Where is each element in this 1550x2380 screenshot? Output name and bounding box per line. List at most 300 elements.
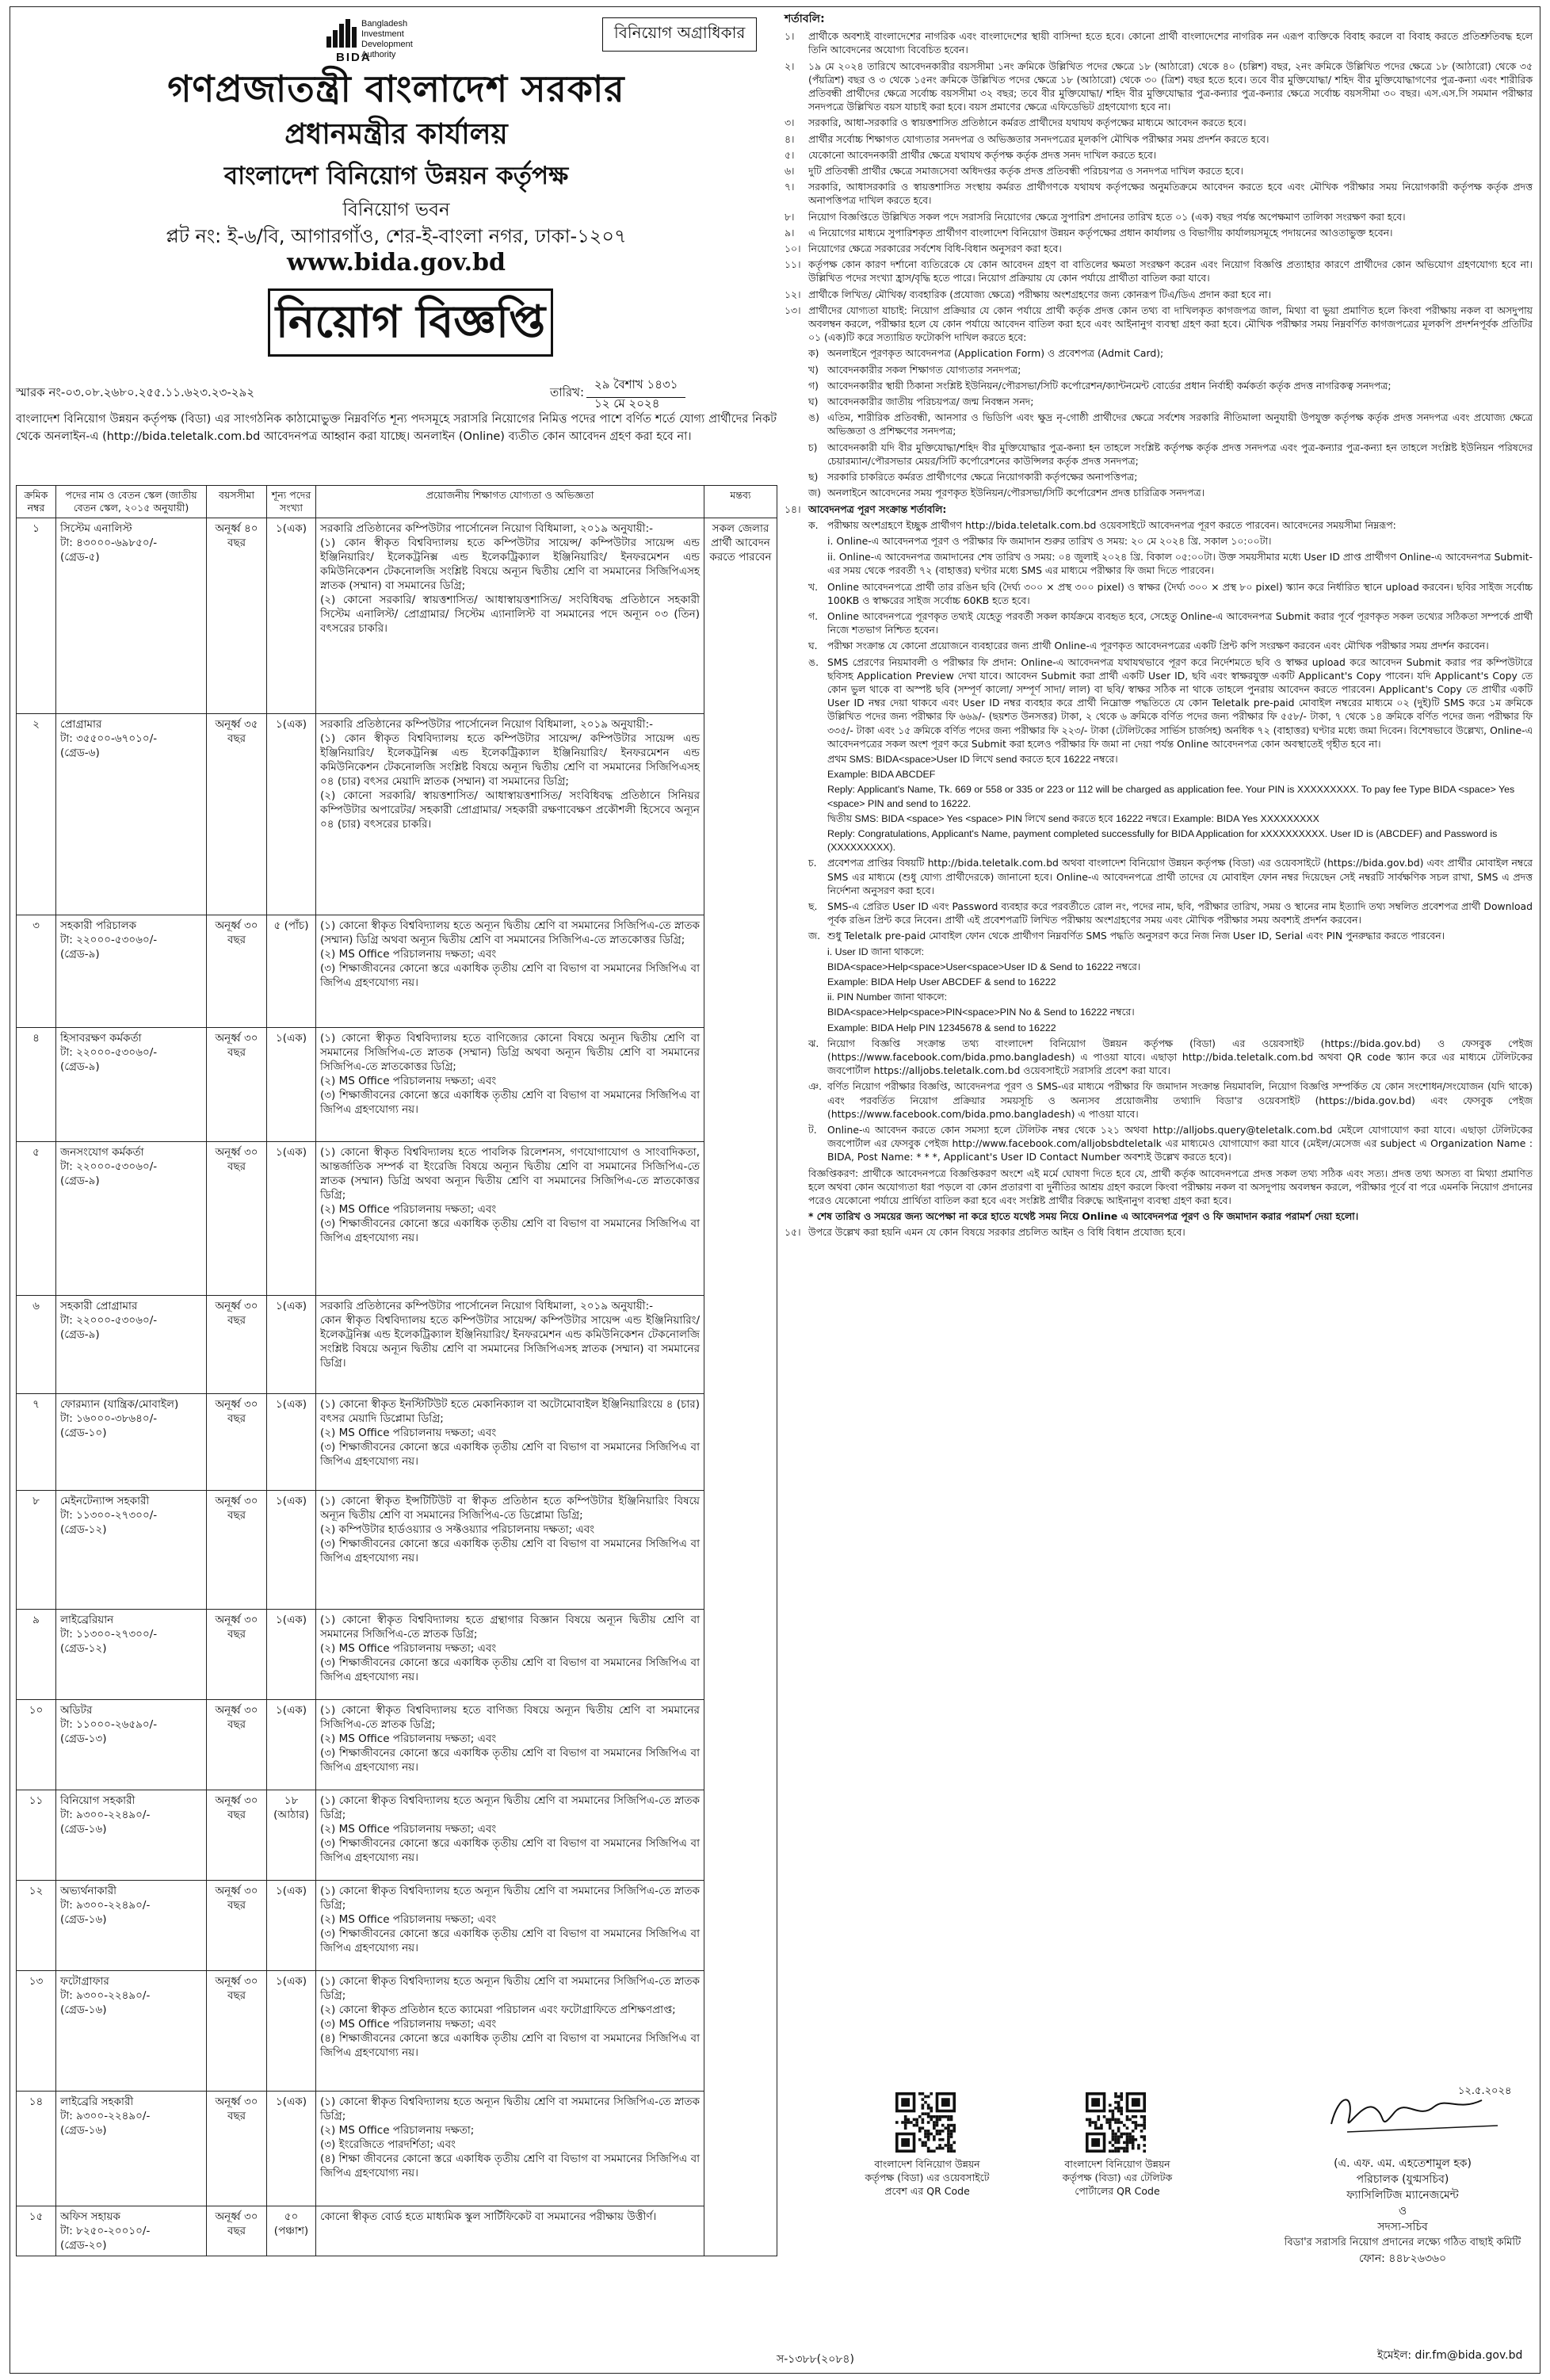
- item-text: নিয়োগের ক্ষেত্রে সরকারের সর্বশেষ বিধি-বিধান অনুসরণ করা হবে।: [808, 243, 1062, 255]
- cell-sl: [17, 1881, 56, 1971]
- intro-text: বাংলাদেশ বিনিয়োগ উন্নয়ন কর্তৃপক্ষ (বিডা) এর সাংগঠনিক কাঠামোভুক্ত নিম্নবর্ণিত শূন্য পদসমূহে সরাসরি নিয়োগের নিমিত্ত পদের পাশে বর্ণিত শর্তে যোগ্য প্রার্থীদের নিকট থেকে অনলাইন-এ (http://bida.teletalk.com.bd আবেদনপত্র আহ্বান করা যাচ্ছে। অনলাইন (Online) ব্যতীত কোন আবেদন গ্রহণ করা হবে না।: [16, 413, 777, 443]
- conditions-list: [785, 29, 1533, 344]
- age-limit: অনূর্ধ্ব ৩০ বছর: [215, 1398, 258, 1425]
- item-text: প্রার্থীর সর্বোচ্চ শিক্ষাগত যোগ্যতার সনদপত্র ও অভিজ্ঞতার সনদপত্রের মূলকপি মৌখিক পরীক্ষার সময় প্রদর্শন করতে হবে।: [808, 132, 1269, 145]
- signer-name: (এ. এফ. এম. এহতেশামুল হক): [1334, 2157, 1472, 2170]
- item-number: খ): [808, 363, 819, 376]
- cell-post: [56, 1971, 207, 2092]
- serial-number: ২: [32, 718, 40, 731]
- signer-email[interactable]: ইমেইল: dir.fm@bida.gov.bd: [1377, 2349, 1523, 2362]
- item-text: অনলাইনে আবেদনের সময় পূরণকৃত ইউনিয়ন/পৌরসভা/সিটি কর্পোরেশন প্রদত্ত চারিত্রিক সনদপত্র।: [827, 487, 1205, 499]
- pay-scale: টা: ৮২৫০-২০০১০/-: [60, 2225, 151, 2237]
- cell-post: [56, 518, 207, 714]
- signer-and: ও: [1398, 2205, 1407, 2218]
- table-row: [17, 1142, 777, 1296]
- item-number: জ.: [808, 930, 821, 942]
- signer-title: পরিচালক (যুগ্মসচিব): [1356, 2173, 1449, 2186]
- item-text: প্রার্থীকে অবশ্যই বাংলাদেশের নাগরিক এবং বাংলাদেশের স্থায়ী বাসিন্দা হতে হবে। কোনো প্রার্থী বাংলাদেশের নাগরিক নন এরূপ ব্যক্তিকে বিবাহ করলে বা বিবাহ করতে প্রতিশ্রুতিবদ্ধ হলে তিনি আবেদনের অযোগ্য বিবেচিত হবেন।: [808, 30, 1533, 56]
- condition-number: ১৫।: [785, 1226, 801, 1239]
- cell-post: [56, 1790, 207, 1881]
- qualification-line: (৩) শিক্ষাজীবনের কোনো স্তরে একাধিক তৃতীয় শ্রেণি বা বিভাগ বা সমমানের সিজিপিএ বা জিপিএ গ্রহণযোগ্য নয়।: [320, 1656, 700, 1683]
- table-row: [17, 1028, 777, 1142]
- item-text: শুধু Teletalk pre-paid মোবাইল ফোন থেকে প্রার্থীগণ নিম্নবর্ণিত SMS পদ্ধতি অনুসরণ করে নিজ নিজ User ID, Serial এবং PIN পুনরুদ্ধার করতে পারবেন।: [827, 930, 1445, 942]
- sms2-reply: Reply: Congratulations, Applicant's Name, payment completed successfully for BIDA Application for xXXXXXXXXX. User ID is (ABCDEF) and Password is (XXXXXXXXX).: [827, 827, 1498, 854]
- post-count: ১(এক): [275, 1032, 307, 1045]
- cell-post: [56, 2092, 207, 2206]
- serial-number: ৮: [32, 1495, 40, 1507]
- cell-age: [207, 2092, 267, 2206]
- qualification-line: (১) কোন স্বীকৃত বিশ্ববিদ্যালয় হতে কম্পিউটার সায়েন্স/ কম্পিউটার সায়েন্স এন্ড ইঞ্জিনিয়ারিং/ ইলেকট্রনিক্স এন্ড ইলেকট্রিক্যাল ইঞ্জিনিয়ারিং/ ইনফরমেশন এন্ড কমিউনিকেশন টেকনোলজি সংশ্লিষ্ট বিষয়ে অন্যূন দ্বিতীয় শ্রেণি বা সমমানের সিজিপিএসহ স্নাতক (সম্মান) বা সমমানের ডিগ্রি;: [320, 537, 700, 592]
- cell-post: [56, 1881, 207, 1971]
- qualification-line: (১) কোনো স্বীকৃত বিশ্ববিদ্যালয় হতে গ্রন্থাগার বিজ্ঞান বিষয়ে অন্যূন দ্বিতীয় শ্রেণি বা সমমানের সিজিপিএ-তে স্নাতক ডিগ্রি;: [320, 1614, 700, 1641]
- cell-age: [207, 518, 267, 714]
- cell-age: [207, 2206, 267, 2256]
- website-link[interactable]: www.bida.gov.bd: [287, 249, 506, 277]
- qualification-line: (১) কোনো স্বীকৃত বিশ্ববিদ্যালয় হতে অন্যূন দ্বিতীয় শ্রেণি বা সমমানের সিজিপিএ-তে স্নাতক (সম্মান) ডিগ্রি অথবা অন্যূন দ্বিতীয় শ্রেণি বা সমমানের সিজিপিএ-তে স্নাতকোত্তর ডিগ্রি;: [320, 919, 700, 946]
- cell-count: [267, 1790, 316, 1881]
- age-limit: অনূর্ধ্ব ৩০ বছর: [215, 1885, 258, 1912]
- item-number: ঝ.: [808, 1037, 819, 1049]
- table-row: [17, 1394, 777, 1491]
- col-count: শূন্য পদের সংখ্যা: [267, 486, 316, 518]
- serial-number: ১২: [29, 1885, 44, 1897]
- qualification-line: (২) MS Office পরিচালনায় দক্ষতা; এবং: [320, 1823, 497, 1836]
- item-text: নিয়োগ বিজ্ঞপ্তিতে উল্লিখিত সকল পদে সরাসরি নিয়োগের ক্ষেত্রে সুপারিশ প্রদানের তারিখ হতে ০১ (এক) বছর পর্যন্ত অপেক্ষমাণ তালিকা সংরক্ষণ করা হবে।: [808, 210, 1406, 223]
- recover-line: i. User ID জানা থাকলে:: [827, 946, 925, 957]
- post-count: ১(এক): [275, 1300, 307, 1312]
- item-number: ক.: [808, 518, 819, 531]
- grade: (গ্রেড-১২): [60, 1523, 107, 1536]
- grade: (গ্রেড-৫): [60, 551, 100, 563]
- authority-title: বাংলাদেশ বিনিয়োগ উন্নয়ন কর্তৃপক্ষ: [223, 162, 569, 190]
- serial-number: ১১: [29, 1794, 44, 1807]
- condition-item: [785, 148, 1533, 162]
- item-number: ঙ): [808, 411, 819, 424]
- qualification-line: কোন স্বীকৃত বিশ্ববিদ্যালয় হতে কম্পিউটার সায়েন্স/ কম্পিউটার সায়েন্স এন্ড ইঞ্জিনিয়ারিং/ ইলেকট্রনিক্স এন্ড ইলেকট্রিক্যাল ইঞ্জিনিয়ারিং/ ইনফরমেশন এন্ড কমিউনিকেশন টেকনোলজি সংশ্লিষ্ট বিষয়ে অন্যূন দ্বিতীয় শ্রেণি বা সমমানের সিজিপিএসহ স্নাতক (সম্মান) বা সমমানের ডিগ্রি।: [320, 1314, 700, 1370]
- item-text: সরকারি, আধা-সরকারি ও স্বায়ত্তশাসিত প্রতিষ্ঠানে কর্মরত প্রার্থীদের যথাযথ কর্তৃপক্ষের মাধ্যমে আবেদন করতে হবে।: [808, 117, 1246, 129]
- table-row: [17, 518, 777, 714]
- age-limit: অনূর্ধ্ব ৩০ বছর: [215, 1614, 258, 1641]
- item-number: জ): [808, 487, 821, 499]
- item-text: প্রার্থীদের যোগ্যতা যাচাই: নিয়োগ প্রক্রিয়ার যে কোন পর্যায়ে প্রার্থী কর্তৃক প্রদত্ত কোন তথ্য বা দাখিলকৃত কাগজপত্র জাল, মিথ্যা বা ভুয়া প্রমাণিত হলে কিংবা পরীক্ষায় নকল বা অসদুপায় অবলম্বন করলে, পরীক্ষার হলে যে কোন পর্যায়ে আবেদন বাতিল করা হবে এবং আইনানুগ ব্যবস্থা গ্রহণ করা হবে। মৌখিক পরীক্ষার সময় নিম্নবর্ণিত কাগজপত্রের মূলকপি প্রদর্শনপূর্বক প্রতিটির ০১ (এক)টি করে সত্যায়িত ফটোকপি দাখিল করতে হবে:: [808, 304, 1533, 344]
- recover-line: Example: BIDA Help User ABCDEF & send to 16222: [827, 976, 1056, 988]
- grade: (গ্রেড-১৬): [60, 1913, 107, 1926]
- pay-scale: টা: ৩৫৫০০-৬৭০১০/-: [60, 732, 158, 745]
- memo-number: স্মারক নং-০৩.০৮.২৬৮০.২৫৫.১১.৬২৩.২৩-২৯২: [16, 385, 254, 399]
- pay-scale: টা: ২২০০০-৫৩০৬০/-: [60, 1046, 158, 1059]
- pay-scale: টা: ৯৩০০-২২৪৯০/-: [60, 1989, 151, 2002]
- item-number: ১৩।: [785, 304, 801, 316]
- cell-count: [267, 1491, 316, 1610]
- apply-rules-list-2: [785, 856, 1533, 942]
- cell-count: [267, 1296, 316, 1394]
- gov-title: গণপ্রজাতন্ত্রী বাংলাদেশ সরকার: [167, 67, 625, 110]
- age-limit: অনূর্ধ্ব ৩৫ বছর: [215, 718, 258, 745]
- age-limit: অনূর্ধ্ব ৩০ বছর: [215, 2095, 258, 2122]
- cell-age: [207, 1394, 267, 1491]
- sub-item: [808, 363, 1533, 376]
- item-text: দুটি প্রতিবন্ধী প্রার্থীর ক্ষেত্রে সমাজসেবা অধিদপ্তর কর্তৃক প্রদত্ত প্রতিবন্ধী পরিচয়পত্র ও সনদপত্র দাখিল করতে হবে।: [808, 165, 1243, 178]
- cell-count: [267, 1028, 316, 1142]
- cell-age: [207, 1790, 267, 1881]
- qualification-line: (৩) MS Office পরিচালনায় দক্ষতা; এবং: [320, 2018, 497, 2030]
- cell-age: [207, 1881, 267, 1971]
- cell-age: [207, 1296, 267, 1394]
- serial-number: ৫: [32, 1146, 40, 1159]
- conditions-column: [785, 11, 1533, 1242]
- pay-scale: টা: ২২০০০-৫৩০৬০/-: [60, 934, 158, 946]
- qualification-line: সরকারি প্রতিষ্ঠানের কম্পিউটার পার্সোনেল নিয়োগ বিধিমালা, ২০১৯ অনুযায়ী:-: [320, 522, 654, 535]
- cell-post: [56, 1700, 207, 1790]
- pmo-title: প্রধানমন্ত্রীর কার্যালয়: [284, 118, 508, 151]
- memo-date-label: তারিখ:: [550, 385, 585, 399]
- item-text: সরকারি চাকরিতে কর্মরত প্রার্থীগণের ক্ষেত্রে নিয়োগকারী কর্তৃপক্ষের অনাপত্তিপত্র;: [827, 471, 1138, 483]
- condition-item: [785, 226, 1533, 239]
- agency-tag: বিনিয়োগ অগ্রাধিকার: [602, 17, 757, 52]
- cell-sl: [17, 1491, 56, 1610]
- qualification-line: (১) কোনো স্বীকৃত বিশ্ববিদ্যালয় হতে অন্যূন দ্বিতীয় শ্রেণি বা সমমানের সিজিপিএ-তে স্নাতক ডিগ্রি;: [320, 1794, 700, 1821]
- post-count: ১(এক): [275, 522, 307, 535]
- grade: (গ্রেড-১৩): [60, 1732, 107, 1745]
- cell-count: [267, 714, 316, 915]
- item-number: গ): [808, 379, 819, 392]
- notice-title: নিয়োগ বিজ্ঞপ্তি: [268, 288, 553, 357]
- condition-item: [785, 304, 1533, 345]
- post-count: ১(এক): [275, 1495, 307, 1507]
- qualification-line: (২) MS Office পরিচালনায় দক্ষতা; এবং: [320, 1732, 497, 1745]
- grade: (গ্রেড-৯): [60, 1328, 100, 1341]
- qualification-line: (৩) শিক্ষাজীবনের কোনো স্তরে একাধিক তৃতীয় শ্রেণি বা বিভাগ বা সমমানের সিজিপিএ বা জিপিএ গ্রহণযোগ্য নয়।: [320, 962, 700, 989]
- cell-sl: [17, 1610, 56, 1700]
- item-number: খ.: [808, 580, 819, 593]
- table-row: [17, 1491, 777, 1610]
- table-row: [17, 2092, 777, 2206]
- sub-item: [808, 550, 1533, 577]
- memo-date-english: ১২ মে ২০২৪: [594, 396, 660, 411]
- pay-scale: টা: ১১০০০-২৬৫৯০/-: [60, 1718, 158, 1731]
- cell-remark: [704, 518, 777, 2256]
- post-count: ১(এক): [275, 1614, 307, 1626]
- recover-line: BIDA<space>Help<space>PIN<space>PIN No & Send to 16222 নম্বরে।: [827, 1007, 1135, 1018]
- qualification-line: (১) কোনো স্বীকৃত বিশ্ববিদ্যালয় হতে বাণিজ্যের কোনো বিষয়ে অন্যূন দ্বিতীয় শ্রেণি বা সমমানের সিজিপিএ-তে স্নাতক (সম্মান) ডিগ্রি অথবা অন্যূন দ্বিতীয় শ্রেণি বা সমমানের সিজিপিএ-তে স্নাতকোত্তর ডিগ্রি;: [320, 1032, 700, 1073]
- cell-sl: [17, 1700, 56, 1790]
- remark: সকল জেলার প্রার্থী আবেদন করতে পারবেন: [709, 522, 772, 563]
- cell-count: [267, 1700, 316, 1790]
- pay-scale: টা: ২২০০০-৫৩০৬০/-: [60, 1160, 158, 1173]
- sub-item: [808, 379, 1533, 392]
- condition-text: আবেদনপত্র পূরণ সংক্রান্ত শর্তাবলি:: [808, 502, 947, 515]
- cell-post: [56, 1491, 207, 1610]
- recover-line: Example: BIDA Help PIN 12345678 & send to 16222: [827, 1022, 1056, 1033]
- post-name: জনসংযোগ কর্মকর্তা: [60, 1146, 144, 1159]
- item-number: ঞ.: [808, 1080, 823, 1093]
- post-count: ১(এক): [275, 1885, 307, 1897]
- post-name: অডিটর: [60, 1704, 93, 1717]
- cell-quals: [316, 518, 704, 714]
- col-post: পদের নাম ও বেতন স্কেল (জাতীয় বেতন স্কেল, ২০১৫ অনুযায়ী): [56, 486, 207, 518]
- signer-committee: বিডা'র সরাসরি নিয়োগ প্রদানের লক্ষ্যে গঠিত বাছাই কমিটি: [1284, 2237, 1521, 2248]
- cell-count: [267, 915, 316, 1028]
- cell-quals: [316, 1790, 704, 1881]
- post-name: লাইব্রেরিয়ান: [60, 1614, 114, 1626]
- cell-post: [56, 1296, 207, 1394]
- sub-item: [808, 900, 1533, 926]
- qualification-line: (২) MS Office পরিচালনায় দক্ষতা; এবং: [320, 948, 497, 961]
- item-text: প্রবেশপত্র প্রাপ্তির বিষয়টি http://bida.teletalk.com.bd অথবা বাংলাদেশ বিনিয়োগ উন্নয়ন কর্তৃপক্ষ (বিডা) এর ওয়েবসাইটে (https://bida.gov.bd) এবং প্রার্থীর মোবাইল নম্বরে SMS এর মাধ্যমে (শুধু যোগ্য প্রার্থীদেরকে) জানানো হবে। Online-এ আবেদনপত্রে প্রার্থী তাদের যে মোবাইল ফোন নম্বর দিয়েছেন সেই নম্বরটি সার্বক্ষণিক সচল রাখা, SMS এ প্রদত্ত নির্দেশনা অনুসরণ করা হবে।: [827, 857, 1533, 896]
- table-row: [17, 1790, 777, 1881]
- sub-item: [808, 470, 1533, 483]
- pay-scale: টা: ৪৩০০০-৬৯৮৫০/-: [60, 537, 158, 549]
- sub-item: [808, 929, 1533, 942]
- post-count: ১৮ (আঠার): [273, 1794, 309, 1821]
- item-number: ঘ.: [808, 640, 818, 652]
- cell-quals: [316, 1610, 704, 1700]
- item-text: আবেদনকারীর সকল শিক্ষাগত যোগ্যতার সনদপত্র;: [827, 363, 1021, 376]
- post-count: ১(এক): [275, 1146, 307, 1159]
- grade: (গ্রেড-১৬): [60, 2004, 107, 2016]
- grade: (গ্রেড-৯): [60, 1175, 100, 1187]
- qualification-line: (৩) শিক্ষাজীবনের কোনো স্তরে একাধিক তৃতীয় শ্রেণি বা বিভাগ বা সমমানের সিজিপিএ বা জিপিএ গ্রহণযোগ্য নয়।: [320, 1217, 700, 1244]
- age-limit: অনূর্ধ্ব ৩০ বছর: [215, 1146, 258, 1173]
- age-limit: অনূর্ধ্ব ৩০ বছর: [215, 1704, 258, 1731]
- post-name: বিনিয়োগ সহকারী: [60, 1794, 136, 1807]
- cell-count: [267, 1971, 316, 2092]
- item-text: সরকারি, আধাসরকারি ও স্বায়ত্তশাসিত সংস্থায় কর্মরত প্রার্থীগণকে যথাযথ কর্তৃপক্ষের অনুমতিক্রমে আবেদন করতে হবে এবং মৌখিক পরীক্ষার সময় নিয়োগকারী কর্তৃপক্ষ কর্তৃক প্রদত্ত অনাপত্তিপত্র দাখিল করতে হবে।: [808, 181, 1533, 207]
- sub-item: [808, 346, 1533, 360]
- signature-date: ১২.৫.২০২৪: [1458, 2085, 1512, 2097]
- item-text: Online আবেদনপত্রে পূরণকৃত তথ্যই যেহেতু পরবর্তী সকল কার্যক্রমে ব্যবহৃত হবে, সেহেতু Online-এ আবেদনপত্র Submit করার পূর্বে পূরণকৃত সকল তথ্যের সঠিকতা সম্পর্কে প্রার্থী নিজে শতভাগ নিশ্চিত হবেন।: [827, 609, 1533, 636]
- item-number: ৯।: [785, 226, 795, 239]
- logo-text: [361, 19, 444, 60]
- building-name: বিনিয়োগ ভবন: [342, 200, 450, 220]
- item-text: ii. Online-এ আবেদনপত্র জমাদানের শেষ তারিখ ও সময়: ০৪ জুলাই ২০২৪ খ্রি. বিকাল ০৫:০০টা। উক্ত সময়সীমার মধ্যে User ID প্রাপ্ত প্রার্থীগণ Online-এ আবেদনপত্র Submit-এর সময় থেকে পরবর্তী ৭২ (বাহাত্তর) ঘণ্টার মধ্যে SMS এর মাধ্যমে পরীক্ষার ফি জমা দিতে পারবেন।: [827, 551, 1533, 577]
- table-row: [17, 915, 777, 1028]
- qualification-line: সরকারি প্রতিষ্ঠানের কম্পিউটার পার্সোনেল নিয়োগ বিধিমালা, ২০১৯ অনুযায়ী:-: [320, 1300, 654, 1312]
- serial-number: ১৫: [29, 2210, 44, 2223]
- age-limit: অনূর্ধ্ব ৩০ বছর: [215, 1495, 258, 1522]
- serial-number: ১: [32, 522, 40, 535]
- cell-age: [207, 1610, 267, 1700]
- cell-quals: [316, 714, 704, 915]
- qualification-line: (১) কোনো স্বীকৃত ইন্সটিটিউট বা স্বীকৃত প্রতিষ্ঠান হতে কম্পিউটার ইঞ্জিনিয়ারিং বিষয়ে অন্যূন দ্বিতীয় শ্রেণি বা সমমানের সিজিপিএ-তে ডিপ্লোমা ডিগ্রি;: [320, 1495, 700, 1522]
- sub-item: [808, 1079, 1533, 1121]
- recover-line: ii. PIN Number জানা থাকলে:: [827, 991, 948, 1003]
- bida-logo: [325, 16, 444, 67]
- item-number: ঙ.: [808, 655, 819, 668]
- posts-table-body: [17, 518, 777, 2256]
- cell-sl: [17, 1394, 56, 1491]
- cell-quals: [316, 1028, 704, 1142]
- qr-caption-1: [856, 2157, 998, 2198]
- post-count: ১(এক): [275, 2095, 307, 2108]
- cell-post: [56, 1394, 207, 1491]
- memo-date-bengali: ২৯ বৈশাখ ১৪৩১: [586, 376, 685, 398]
- logo-abbr: BIDA: [336, 51, 372, 64]
- grade: (গ্রেড-১০): [60, 1427, 107, 1439]
- item-number: ১।: [785, 30, 795, 43]
- cell-quals: [316, 1394, 704, 1491]
- item-number: [808, 550, 827, 577]
- qualification-line: (৩) শিক্ষাজীবনের কোনো স্তরে একাধিক তৃতীয় শ্রেণি বা বিভাগ বা সমমানের সিজিপিএ বা জিপিএ গ্রহণযোগ্য নয়।: [320, 1538, 700, 1564]
- sub-item: [808, 856, 1533, 897]
- item-text: SMS-এ প্রেরিত User ID এবং Password ব্যবহার করে পরবর্তীতে রোল নং, পদের নাম, ছবি, পরীক্ষার তারিখ, সময় ও স্থানের নাম ইত্যাদি তথ্য সম্বলিত প্রবেশপত্র প্রার্থী Download পূর্বক রঙিন প্রিন্ট করে নিবেন। প্রার্থী এই প্রবেশপত্রটি লিখিত পরীক্ষায় অংশগ্রহণের সময় এবং মৌখিক পরীক্ষার সময় অবশ্যই প্রদর্শন করবেন।: [827, 900, 1533, 926]
- cell-sl: [17, 2092, 56, 2206]
- post-name: সিস্টেম এনালিস্ট: [60, 522, 132, 535]
- qr-caption-line: কর্তৃপক্ষ (বিডা) এর ওয়েবসাইটে: [865, 2172, 990, 2183]
- item-number: ১১।: [785, 258, 801, 271]
- serial-number: ৩: [32, 919, 40, 932]
- conditions-title: শর্তাবলি:: [785, 13, 825, 25]
- qualification-line: (১) কোনো স্বীকৃত বিশ্ববিদ্যালয় হতে অন্যূন দ্বিতীয় শ্রেণি বা সমমানের সিজিপিএ-তে স্নাতক ডিগ্রি;: [320, 1885, 700, 1912]
- qualification-line: (৪) শিক্ষা জীবনের কোনো স্তরে একাধিক তৃতীয় শ্রেণি বা বিভাগ বা সমমানের সিজিপিএ বা জিপিএ গ্রহণযোগ্য নয়।: [320, 2153, 700, 2179]
- apply-rules-list: [785, 518, 1533, 751]
- item-number: ৩।: [785, 117, 795, 129]
- posts-table: [16, 485, 777, 2256]
- post-name: ফোরম্যান (যান্ত্রিক/মোবাইল): [60, 1398, 179, 1411]
- qualification-line: সরকারি প্রতিষ্ঠানের কম্পিউটার পার্সোনেল নিয়োগ বিধিমালা, ২০১৯ অনুযায়ী:-: [320, 718, 654, 731]
- post-count: ১(এক): [275, 1704, 307, 1717]
- pay-scale: টা: ৯৩০০-২২৪৯০/-: [60, 2110, 151, 2122]
- cell-sl: [17, 915, 56, 1028]
- qualification-line: (২) কোনো স্বীকৃত প্রতিষ্ঠান হতে ক্যামেরা পরিচালন এবং ফটোগ্রাফিতে প্রশিক্ষণপ্রাপ্ত;: [320, 2004, 676, 2016]
- recover-line: BIDA<space>Help<space>User<space>User ID & Send to 16222 নম্বরে।: [827, 961, 1141, 972]
- sub-item: [808, 609, 1533, 636]
- signature-icon: [1300, 2076, 1537, 2148]
- pay-scale: টা: ১৬০০০-৩৮৬৪০/-: [60, 1412, 158, 1425]
- sms2-label: দ্বিতীয় SMS: BIDA <space> Yes <space> PIN লিখে send করতে হবে 16222 নম্বরে। Example: BIDA Yes XXXXXXXXX: [827, 812, 1319, 824]
- cell-post: [56, 1142, 207, 1296]
- post-count: ১(এক): [275, 718, 307, 731]
- condition-item: [785, 180, 1533, 207]
- post-name: হিসাবরক্ষণ কর্মকর্তা: [60, 1032, 142, 1045]
- condition-text: উপরে উল্লেখ করা হয়নি এমন যে কোন বিষয়ে সরকার প্রচলিত আইন ও বিধি বিধান প্রযোজ্য হবে।: [808, 1226, 1185, 1239]
- qualification-line: (৩) শিক্ষাজীবনের কোনো স্তরে একাধিক তৃতীয় শ্রেণি বা বিভাগ বা সমমানের সিজিপিএ বা জিপিএ গ্রহণযোগ্য নয়।: [320, 1837, 700, 1864]
- cell-age: [207, 1142, 267, 1296]
- cell-quals: [316, 1881, 704, 1971]
- age-limit: অনূর্ধ্ব ৩০ বছর: [215, 1032, 258, 1059]
- table-row: [17, 1296, 777, 1394]
- grade: (গ্রেড-২০): [60, 2239, 107, 2252]
- sub-item: [808, 395, 1533, 408]
- condition-item: [785, 258, 1533, 285]
- item-text: আবেদনকারীর স্থায়ী ঠিকানা সংশ্লিষ্ট ইউনিয়ন/পৌরসভা/সিটি কর্পোরেশন/ক্যান্টনমেন্ট বোর্ডের প্রধান নির্বাহী কর্মকর্তা কর্তৃক প্রদত্ত নাগরিকত্ব সনদপত্র;: [827, 379, 1392, 392]
- item-text: Online আবেদনপত্রে প্রার্থী তার রঙিন ছবি (দৈর্ঘ্য ৩০০ × প্রস্থ ৩০০ pixel) ও স্বাক্ষর (দৈর্ঘ্য ৩০০ × প্রস্থ ৮০ pixel) স্ক্যান করে নির্ধারিত স্থানে upload করবেন। ছবির সাইজ সর্বোচ্চ 100KB ও স্বাক্ষরের সাইজ সর্বোচ্চ 60KB হতে হবে।: [827, 580, 1533, 606]
- cell-age: [207, 1700, 267, 1790]
- cell-sl: [17, 1971, 56, 2092]
- signer-phone: ফোন: ৪৪৮২৬৩৬০: [1358, 2252, 1447, 2265]
- cell-quals: [316, 1296, 704, 1394]
- item-text: প্রার্থীকে লিখিত/ মৌখিক/ ব্যবহারিক (প্রযোজ্য ক্ষেত্রে) পরীক্ষায় অংশগ্রহণের জন্য কোনরূপ টিএ/ডিএ প্রদান করা হবে না।: [808, 288, 1272, 300]
- qualification-line: (৩) শিক্ষাজীবনের কোনো স্তরে একাধিক তৃতীয় শ্রেণি বা বিভাগ বা সমমানের সিজিপিএ বা জিপিএ গ্রহণযোগ্য নয়।: [320, 1441, 700, 1468]
- recover-list: [785, 946, 1533, 1035]
- address: প্লট নং: ই-৬/বি, আগারগাঁও, শের-ই-বাংলা নগর, ঢাকা-১২০৭: [166, 225, 627, 247]
- item-number: চ): [808, 441, 818, 453]
- item-text: যেকোনো আবেদনকারী প্রার্থীর ক্ষেত্রে যথাযথ কর্তৃপক্ষ কর্তৃক প্রদত্ত সনদ দাখিল করতে হবে।: [808, 148, 1157, 161]
- qr-caption-2: [1046, 2157, 1189, 2198]
- qr-caption-line: বাংলাদেশ বিনিয়োগ উন্নয়ন: [874, 2158, 980, 2170]
- cell-quals: [316, 1700, 704, 1790]
- item-text: এ নিয়োগের মাধ্যমে সুপারিশকৃত প্রার্থীগণ বাংলাদেশ বিনিয়োগ উন্নয়ন কর্তৃপক্ষের প্রধান কার্যালয় ও বিভাগীয় কার্যালয়সমূহে পদায়নের আওতাভুক্ত হবেন।: [808, 226, 1393, 239]
- col-quals: প্রয়োজনীয় শিক্ষাগত যোগ্যতা ও অভিজ্ঞতা: [316, 486, 704, 518]
- cell-count: [267, 518, 316, 714]
- post-name: প্রোগ্রামার: [60, 718, 102, 731]
- post-name: সহকারী পরিচালক: [60, 919, 137, 932]
- cell-count: [267, 1394, 316, 1491]
- qualification-line: (২) MS Office পরিচালনায় দক্ষতা; এবং: [320, 1913, 497, 1926]
- qualification-line: (৩) ইংরেজিতে পারদর্শিতা; এবং: [320, 2138, 456, 2151]
- item-text: আবেদনকারীর জাতীয় পরিচয়পত্র/ জন্ম নিবন্ধন সনদ;: [827, 395, 1034, 408]
- cell-sl: [17, 1790, 56, 1881]
- qualification-line: (১) কোনো স্বীকৃত বিশ্ববিদ্যালয় হতে বাণিজ্য বিষয়ে অন্যূন দ্বিতীয় শ্রেণি বা সমমানের সিজিপিএ-তে স্নাতক ডিগ্রি;: [320, 1704, 700, 1731]
- post-name: মেইনটেন্যান্স সহকারী: [60, 1495, 150, 1507]
- sms1-reply: Reply: Applicant's Name, Tk. 669 or 558 or 335 or 223 or 112 will be charged as application fee. Your PIN is XXXXXXXXX. To pay fee Type BIDA <space> Yes <space> PIN and send to 16222.: [827, 784, 1515, 809]
- item-number: ৮।: [785, 210, 795, 223]
- item-number: ১০।: [785, 243, 801, 255]
- serial-number: ১৪: [29, 2095, 44, 2108]
- item-number: ছ): [808, 471, 819, 483]
- table-row: [17, 1700, 777, 1790]
- qualification-line: (৩) শিক্ষাজীবনের কোনো স্তরে একাধিক তৃতীয় শ্রেণি বা বিভাগ বা সমমানের সিজিপিএ বা জিপিএ গ্রহণযোগ্য নয়।: [320, 1927, 700, 1954]
- note-text: * শেষ তারিখ ও সময়ের জন্য অপেক্ষা না করে হাতে যথেষ্ট সময় নিয়ে Online এ আবেদনপত্র পূরণ ও ফি জমাদান করার পরামর্শ দেয়া হলো।: [808, 1210, 1359, 1223]
- col-age: বয়সসীমা: [207, 486, 267, 518]
- cell-quals: [316, 1971, 704, 2092]
- cell-post: [56, 1610, 207, 1700]
- cell-quals: [316, 2092, 704, 2206]
- item-text: কর্তৃপক্ষ কোন কারণ দর্শানো ব্যতিরেকে যে কোন আবেদন গ্রহণ বা বাতিলের ক্ষমতা সংরক্ষণ করেন এবং নিয়োগ বিজ্ঞপ্তি প্রত্যাহার কারণে প্রার্থীদের কোন অভিযোগ গ্রহণযোগ্য হবে না। উল্লিখিত পদের সংখ্যা হ্রাস/বৃদ্ধি হতে পারে। নিয়োগ প্রক্রিয়ায় যে কোন পর্যায়ে প্রার্থীতা বাতিল করা যাবে।: [808, 258, 1533, 285]
- qr-code-icon[interactable]: [1086, 2092, 1146, 2153]
- item-number: ২।: [785, 59, 795, 72]
- condition-item: [785, 116, 1533, 129]
- signer-dept: ফ্যাসিলিটিজ ম্যানেজমেন্ট: [1346, 2189, 1459, 2202]
- post-name: সহকারী প্রোগ্রামার: [60, 1300, 138, 1312]
- sub-item: [808, 1037, 1533, 1078]
- qualification-line: (৪) শিক্ষাজীবনের কোনো স্তরে একাধিক তৃতীয় শ্রেণি বা বিভাগ বা সমমানের সিজিপিএ বা জিপিএ গ্রহণযোগ্য নয়।: [320, 2032, 700, 2059]
- condition-item: [785, 164, 1533, 178]
- cell-age: [207, 714, 267, 915]
- sub-item: [808, 411, 1533, 437]
- cell-quals: [316, 1491, 704, 1610]
- grade: (গ্রেড-১২): [60, 1642, 107, 1655]
- table-row: [17, 1881, 777, 1971]
- item-number: ৫।: [785, 148, 795, 161]
- qualification-line: (৩) শিক্ষাজীবনের কোনো স্তরে একাধিক তৃতীয় শ্রেণি বা বিভাগ বা সমমানের সিজিপিএ বা জিপিএ গ্রহণযোগ্য নয়।: [320, 1747, 700, 1774]
- warning-text: বিজ্ঞপ্তিকরণ: প্রার্থীকে আবেদনপত্রে বিজ্ঞপ্তিকরণ অংশে এই মর্মে ঘোষণা দিতে হবে যে, প্রার্থী কর্তৃক আবেদনপত্রে প্রদত্ত সকল তথ্য সঠিক এবং সত্য। প্রদত্ত তথ্য অসত্য বা মিথ্যা প্রমাণিত হলে অথবা কোন অযোগ্যতা ধরা পড়লে বা কোন প্রতারণা বা দুর্নীতির আশ্রয় গ্রহণ করলে কিংবা পরীক্ষায় নকল বা অসদুপায় অবলম্বন করলে, পরীক্ষার পূর্বে বা পরে এমনকি নিয়োগ প্রদানের পরেও যেকোনো পর্যায়ে প্রার্থিতা বাতিল করা হবে এবং সংশ্লিষ্ট প্রার্থীর বিরুদ্ধে আইনানুগ ব্যবস্থা গ্রহণ করা হবে।: [808, 1167, 1533, 1207]
- qualification-line: (২) কোনো সরকারি/ স্বায়ত্তশাসিত/ আধাস্বায়ত্তশাসিত/ সংবিধিবদ্ধ প্রতিষ্ঠানে সিনিয়র কম্পিউটার অপারেটর/ সহকারী প্রোগ্রামার/ সহকারী রক্ষণাবেক্ষণ প্রকৌশলী হিসেবে অন্যূন ০৪ (চার) বৎসরের চাকরি।: [320, 789, 700, 831]
- apply-rules-list-3: [785, 1037, 1533, 1164]
- condition-item-14: [785, 502, 1533, 516]
- item-number: ট.: [808, 1124, 817, 1137]
- sub-item: [808, 486, 1533, 499]
- post-name: ফটোগ্রাফার: [60, 1975, 109, 1988]
- item-number: ঘ): [808, 395, 819, 408]
- cell-post: [56, 915, 207, 1028]
- cell-sl: [17, 518, 56, 714]
- qualification-line: কোনো স্বীকৃত বোর্ড হতে মাধ্যমিক স্কুল সার্টিফিকেট বা সমমানের পরীক্ষায় উত্তীর্ণ।: [320, 2210, 657, 2223]
- item-text: অনলাইনে পূরণকৃত আবেদনপত্র (Application Form) ও প্রবেশপত্র (Admit Card);: [827, 347, 1164, 360]
- item-text: পরীক্ষায় অংশগ্রহণে ইচ্ছুক প্রার্থীগণ http://bida.teletalk.com.bd ওয়েবসাইটে আবেদনপত্র পূরণ করতে পারবেন। আবেদনের সময়সীমা নিম্নরূপ:: [827, 518, 1396, 531]
- post-count: ১(এক): [275, 1398, 307, 1411]
- item-text: ১৯ মে ২০২৪ তারিখে আবেদনকারীর বয়সসীমা ১নং ক্রমিকে উল্লিখিত পদের ক্ষেত্রে ১৮ (আঠারো) থেকে ৪০ (চল্লিশ) বছর, ২নং ক্রমিকে উল্লিখিত পদের ক্ষেত্রে ১৮ (আঠারো) থেকে ৩৫ (পঁয়ত্রিশ) বছর ও ৩ থেকে ১৫নং ক্রমিকে উল্লিখিত পদের ক্ষেত্রে ১৮ (আঠারো) থেকে ৩০ (ত্রিশ) বছর হতে হবে। তবে বীর মুক্তিযোদ্ধা/ শহিদ বীর মুক্তিযোদ্ধাগণের পুত্র-কন্যা এবং শারীরিক প্রতিবন্ধী প্রার্থীদের ক্ষেত্রে সর্বোচ্চ বয়সসীমা ৩২ বছর; তবে বীর মুক্তিযোদ্ধা/ শহিদ বীর মুক্তিযোদ্ধার পুত্র-কন্যার পুত্র-কন্যার ক্ষেত্রে সর্বোচ্চ বয়সসীমা ৩০ বছর। এস.এস.সি সমমান পরীক্ষার সনদপত্রে উল্লিখিত বয়স যাচাই করা হবে। বয়স প্রমাণের ক্ষেত্রে এফিডেভিট গ্রহণযোগ্য হবে না।: [808, 59, 1533, 113]
- table-row: [17, 2206, 777, 2256]
- pay-scale: টা: ৯৩০০-২২৪৯০/-: [60, 1809, 151, 1821]
- serial-number: ৯: [32, 1614, 40, 1626]
- qualification-line: (২) MS Office পরিচালনায় দক্ষতা;: [320, 2124, 475, 2137]
- qr-code-icon[interactable]: [895, 2092, 956, 2153]
- qualification-line: (১) কোনো স্বীকৃত বিশ্ববিদ্যালয় হতে পাবলিক রিলেশনস, গণযোগাযোগ ও সাংবাদিকতা, আন্তর্জাতিক সম্পর্ক বা ইংরেজি বিষয়ে অন্যূন দ্বিতীয় শ্রেণি বা সমমানের সিজিপিএ-তে স্নাতক (সম্মান) ডিগ্রি অথবা অন্যূন দ্বিতীয় শ্রেণি বা সমমানের সিজিপিএ-তে স্নাতকোত্তর ডিগ্রি;: [320, 1146, 700, 1201]
- post-name: অফিস সহায়ক: [60, 2210, 120, 2223]
- qr-caption-line: বাংলাদেশ বিনিয়োগ উন্নয়ন: [1064, 2158, 1170, 2170]
- item-number: ক): [808, 347, 819, 360]
